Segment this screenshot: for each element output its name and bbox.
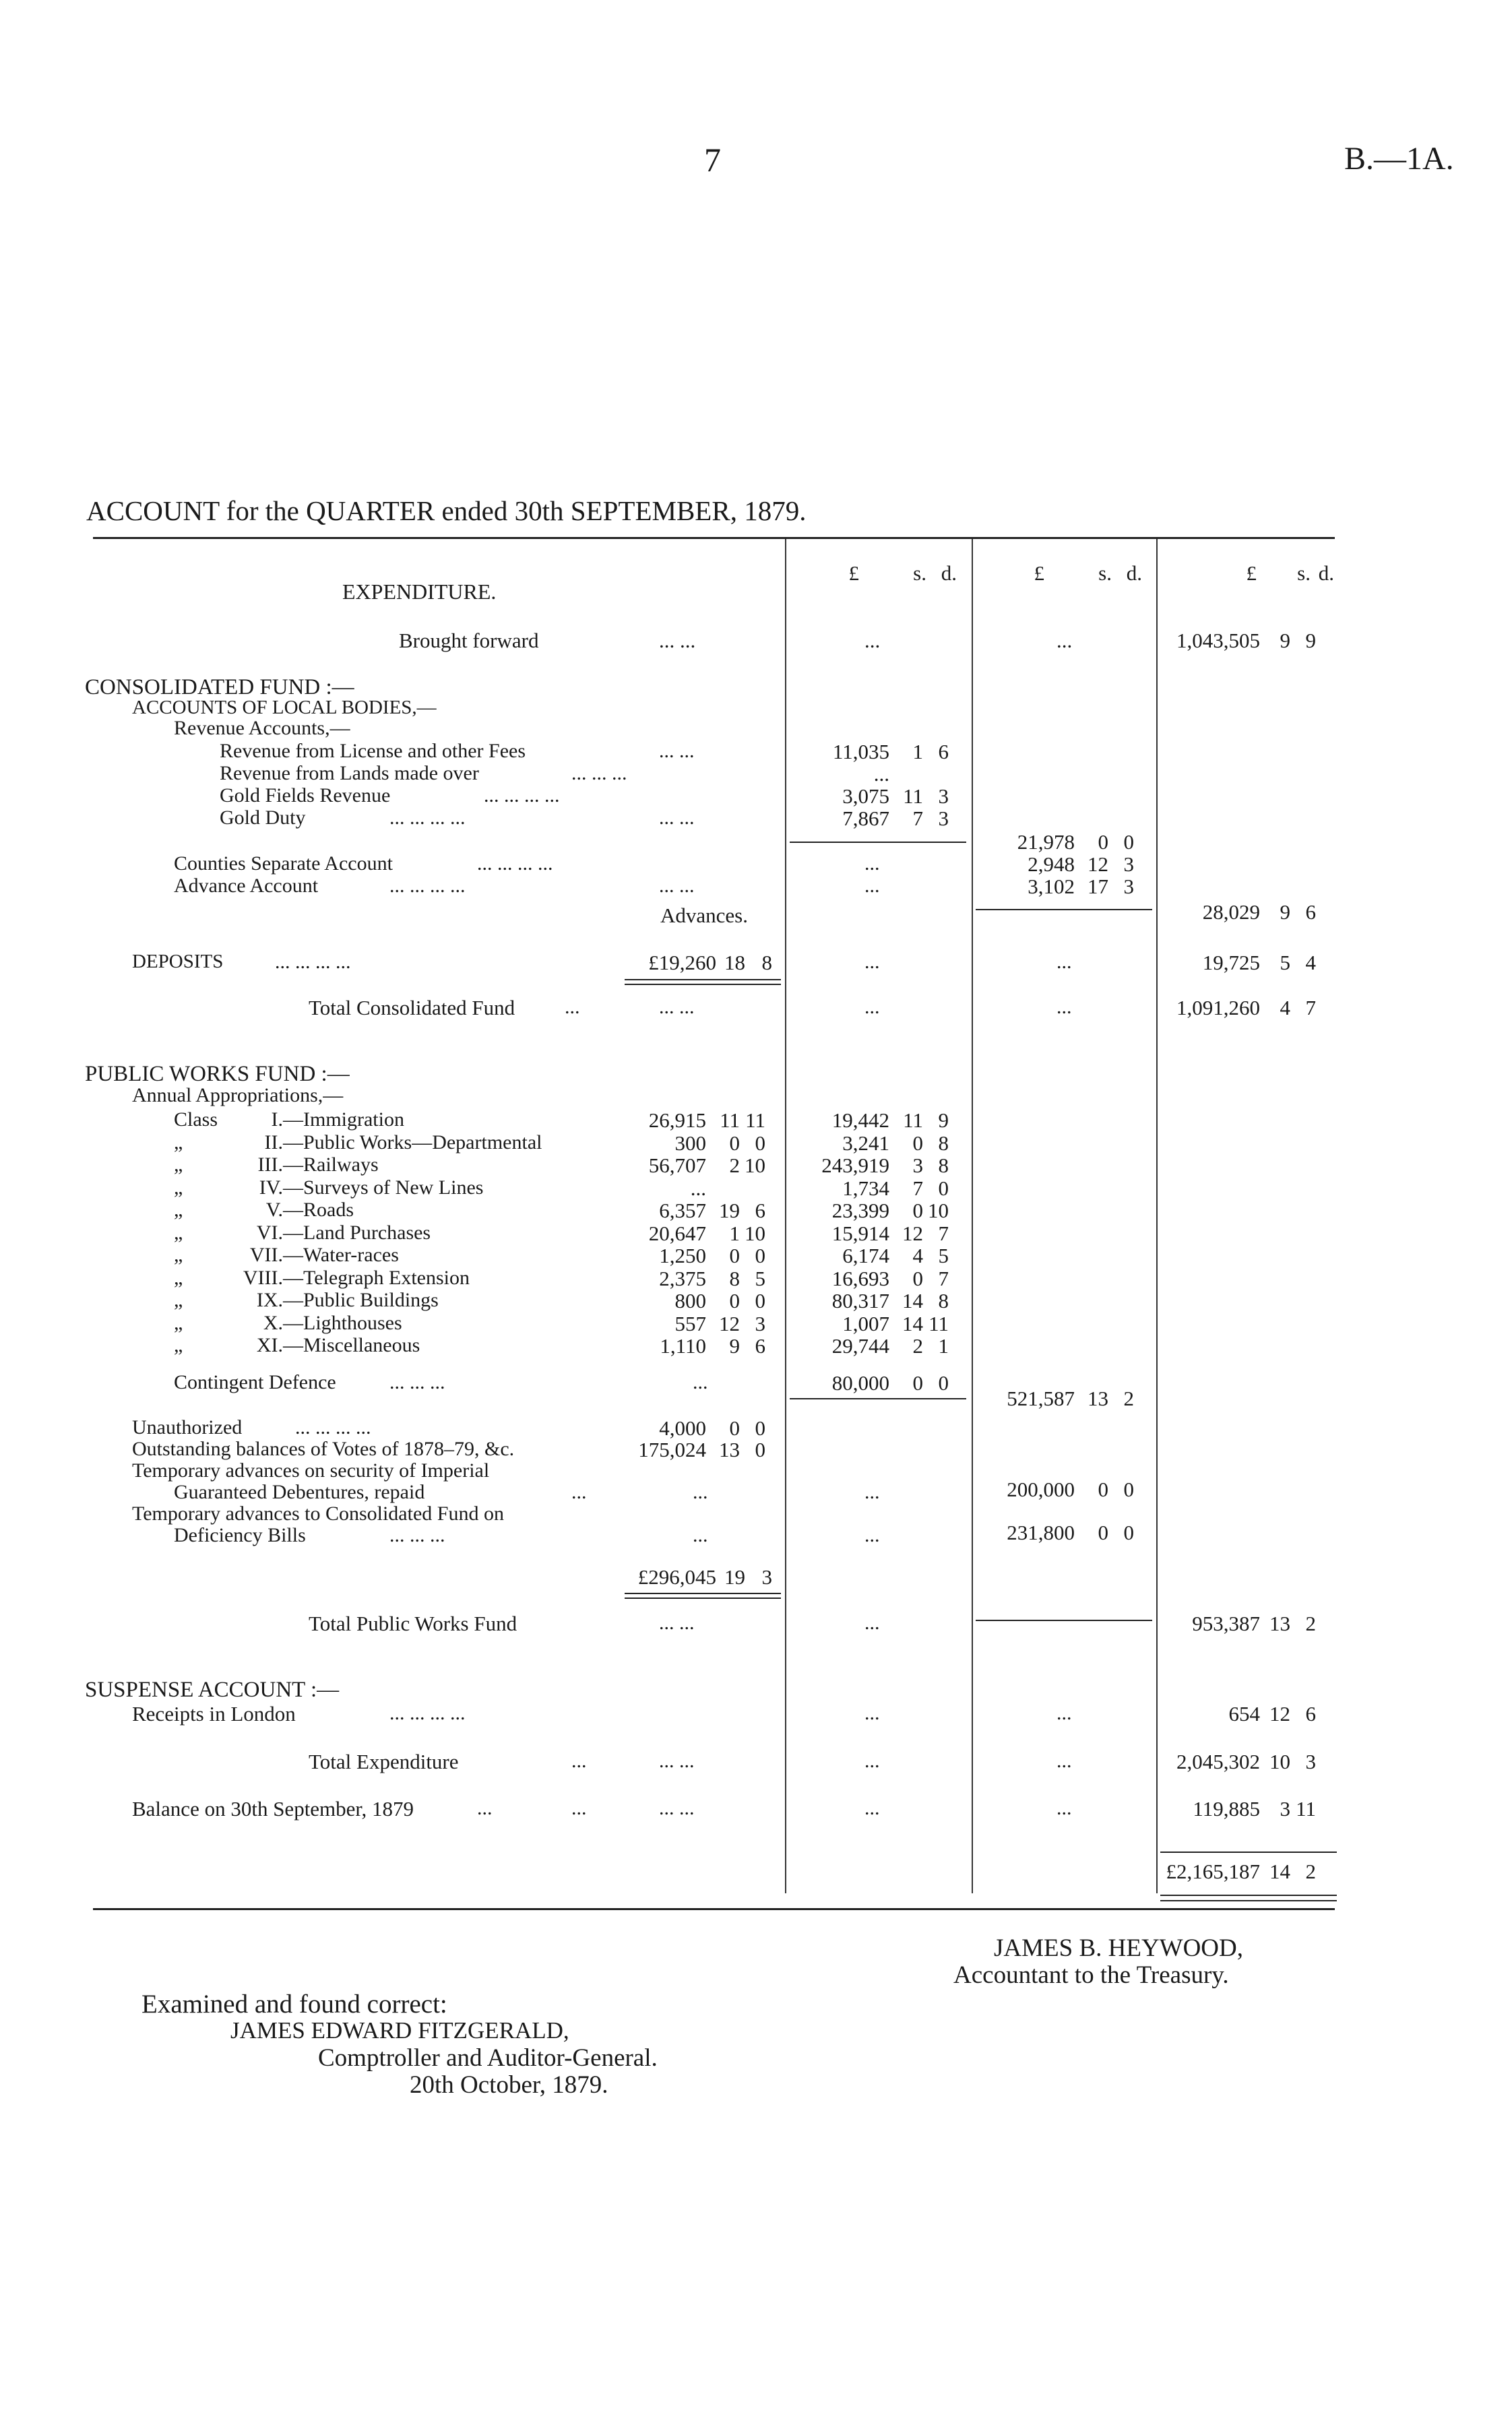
class-number: III. bbox=[257, 1153, 283, 1176]
dots: ... ... bbox=[659, 875, 695, 897]
dots: ... ... ... bbox=[571, 762, 627, 784]
total-public-works-label: Total Public Works Fund bbox=[309, 1612, 517, 1635]
dots: ... ... bbox=[659, 1612, 695, 1634]
dots: ... bbox=[864, 629, 881, 652]
class-label: —Surveys of New Lines bbox=[283, 1176, 484, 1199]
class-number: VII. bbox=[249, 1244, 283, 1266]
class-label: —Lighthouses bbox=[283, 1312, 402, 1334]
class-number: VIII. bbox=[243, 1267, 283, 1289]
temporary-advances-2-line2: Deficiency Bills bbox=[174, 1524, 306, 1546]
class-prefix: „ bbox=[174, 1289, 183, 1311]
temporary-advances-1-line1: Temporary advances on security of Imperial bbox=[132, 1459, 490, 1482]
revenue-row-label: Gold Duty bbox=[220, 807, 306, 829]
dots: ... ... bbox=[659, 807, 695, 829]
double-rule bbox=[1160, 1900, 1337, 1901]
dots: ... ... ... bbox=[389, 1371, 445, 1393]
subtotal-rule bbox=[976, 1620, 1152, 1621]
revenue-row-label: Gold Fields Revenue bbox=[220, 784, 391, 807]
class-prefix: „ bbox=[174, 1244, 183, 1266]
class-prefix: Class bbox=[174, 1108, 218, 1131]
suspense-heading: SUSPENSE ACCOUNT :— bbox=[85, 1678, 340, 1702]
dots: ... bbox=[864, 1702, 880, 1724]
dots: ... ... bbox=[659, 1797, 695, 1819]
table-bottom-rule bbox=[93, 1908, 1335, 1910]
dots: ... bbox=[477, 1797, 493, 1819]
double-rule bbox=[625, 1598, 781, 1599]
dots: ... ... ... ... bbox=[275, 951, 351, 973]
dots: ... ... ... ... bbox=[295, 1416, 371, 1438]
dots: ... bbox=[1057, 996, 1072, 1018]
dots: ... bbox=[864, 1524, 880, 1546]
dots: ... bbox=[693, 1481, 708, 1503]
class-prefix: „ bbox=[174, 1222, 183, 1244]
total-expenditure-label: Total Expenditure bbox=[309, 1750, 459, 1773]
class-label: —Water-races bbox=[283, 1244, 399, 1266]
dots: ... bbox=[864, 1612, 880, 1634]
class-prefix: „ bbox=[174, 1199, 183, 1221]
counties-label: Counties Separate Account bbox=[174, 852, 393, 875]
subtotal-rule bbox=[1160, 1852, 1337, 1853]
double-rule bbox=[625, 1593, 781, 1594]
dots: ... bbox=[864, 951, 880, 973]
auditor-name: JAMES EDWARD FITZGERALD, bbox=[230, 2017, 569, 2044]
total-consolidated-label: Total Consolidated Fund bbox=[309, 996, 515, 1019]
deposits-label: DEPOSITS bbox=[132, 951, 224, 972]
dots: ... bbox=[1057, 1750, 1072, 1772]
table-top-rule bbox=[93, 537, 1335, 539]
contingent-defence-label: Contingent Defence bbox=[174, 1371, 336, 1393]
class-prefix: „ bbox=[174, 1153, 183, 1176]
double-rule bbox=[625, 984, 781, 985]
dots: ... bbox=[864, 1750, 880, 1772]
class-prefix: „ bbox=[174, 1176, 183, 1199]
class-number: I. bbox=[271, 1108, 283, 1131]
subtotal-rule bbox=[790, 842, 966, 843]
dots: ... ... ... ... bbox=[389, 875, 466, 897]
class-number: XI. bbox=[256, 1334, 283, 1356]
dots: ... bbox=[864, 852, 880, 875]
dots: ... bbox=[693, 1524, 708, 1546]
dots: ... bbox=[571, 1797, 587, 1819]
class-label: —Miscellaneous bbox=[283, 1334, 420, 1356]
local-bodies-heading: ACCOUNTS OF LOCAL BODIES,— bbox=[132, 697, 437, 718]
class-label: —Telegraph Extension bbox=[283, 1267, 470, 1289]
class-label: —Railways bbox=[283, 1153, 379, 1176]
dots: ... ... bbox=[659, 1750, 695, 1772]
class-number: VI. bbox=[256, 1222, 283, 1244]
class-prefix: „ bbox=[174, 1267, 183, 1289]
dots: ... bbox=[864, 1481, 880, 1503]
column-rule-2 bbox=[972, 539, 973, 1893]
class-number: V. bbox=[265, 1199, 283, 1221]
dots: ... ... bbox=[659, 996, 695, 1018]
class-label: —Public Works—Departmental bbox=[283, 1131, 542, 1153]
column-rule-1 bbox=[785, 539, 786, 1893]
dots: ... bbox=[1057, 1797, 1072, 1819]
unauthorized-label: Unauthorized bbox=[132, 1416, 243, 1438]
dots: ... ... ... ... bbox=[484, 784, 560, 807]
class-number: IV. bbox=[259, 1176, 283, 1199]
revenue-row-label: Revenue from License and other Fees bbox=[220, 740, 526, 762]
dots: ... bbox=[571, 1750, 587, 1772]
class-number: IX. bbox=[256, 1289, 283, 1311]
class-prefix: „ bbox=[174, 1131, 183, 1153]
class-prefix: „ bbox=[174, 1334, 183, 1356]
dots: ... ... bbox=[659, 740, 695, 762]
accountant-name: JAMES B. HEYWOOD, bbox=[994, 1934, 1243, 1962]
dots: ... ... ... bbox=[389, 1524, 445, 1546]
class-number: X. bbox=[263, 1312, 283, 1334]
subtotal-rule bbox=[790, 1398, 966, 1399]
dots: ... ... bbox=[659, 629, 696, 652]
auditor-title: Comptroller and Auditor-General. bbox=[318, 2044, 658, 2072]
consolidated-fund-heading: CONSOLIDATED FUND :— bbox=[85, 675, 354, 699]
public-works-heading: PUBLIC WORKS FUND :— bbox=[85, 1062, 350, 1086]
class-prefix: „ bbox=[174, 1312, 183, 1334]
advance-account-label: Advance Account bbox=[174, 875, 319, 897]
outstanding-balances-label: Outstanding balances of Votes of 1878–79, &c. bbox=[132, 1438, 515, 1460]
dots: ... bbox=[1057, 951, 1072, 973]
class-label: —Immigration bbox=[283, 1108, 404, 1131]
dots: ... bbox=[693, 1371, 708, 1393]
accountant-title: Accountant to the Treasury. bbox=[953, 1961, 1229, 1989]
dots: ... bbox=[1057, 629, 1073, 652]
dots: ... bbox=[1057, 1702, 1072, 1724]
advances-label: Advances. bbox=[660, 904, 748, 927]
class-number: II. bbox=[264, 1131, 283, 1153]
annual-appropriations-heading: Annual Appropriations,— bbox=[132, 1084, 344, 1106]
class-label: —Roads bbox=[283, 1199, 354, 1221]
brought-forward-label: Brought forward bbox=[399, 629, 539, 652]
double-rule bbox=[625, 979, 781, 980]
dots: ... ... ... ... bbox=[389, 1702, 466, 1724]
document-reference: B.—1A. bbox=[1344, 141, 1454, 177]
receipts-london-label: Receipts in London bbox=[132, 1702, 296, 1726]
dots: ... bbox=[864, 1797, 880, 1819]
dots: ... bbox=[864, 996, 880, 1018]
temporary-advances-1-line2: Guaranteed Debentures, repaid bbox=[174, 1481, 425, 1503]
column-rule-3 bbox=[1156, 539, 1158, 1893]
dots: ... bbox=[864, 875, 880, 897]
subtotal-rule bbox=[976, 909, 1152, 910]
class-label: —Land Purchases bbox=[283, 1222, 431, 1244]
temporary-advances-2-line1: Temporary advances to Consolidated Fund on bbox=[132, 1503, 504, 1525]
expenditure-heading: EXPENDITURE. bbox=[342, 579, 497, 604]
class-label: —Public Buildings bbox=[283, 1289, 439, 1311]
examined-date: 20th October, 1879. bbox=[410, 2071, 608, 2099]
examined-statement: Examined and found correct: bbox=[141, 1990, 447, 2019]
dots: ... bbox=[571, 1481, 587, 1503]
dots: ... ... ... ... bbox=[389, 807, 466, 829]
revenue-accounts-heading: Revenue Accounts,— bbox=[174, 717, 350, 739]
document-title: ACCOUNT for the QUARTER ended 30th SEPTEMBER, 1879. bbox=[86, 495, 807, 526]
double-rule bbox=[1160, 1895, 1337, 1896]
revenue-row-label: Revenue from Lands made over bbox=[220, 762, 479, 784]
dots: ... ... ... ... bbox=[477, 852, 553, 875]
page-number: 7 bbox=[704, 141, 721, 179]
dots: ... bbox=[565, 996, 580, 1018]
balance-label: Balance on 30th September, 1879 bbox=[132, 1797, 414, 1821]
